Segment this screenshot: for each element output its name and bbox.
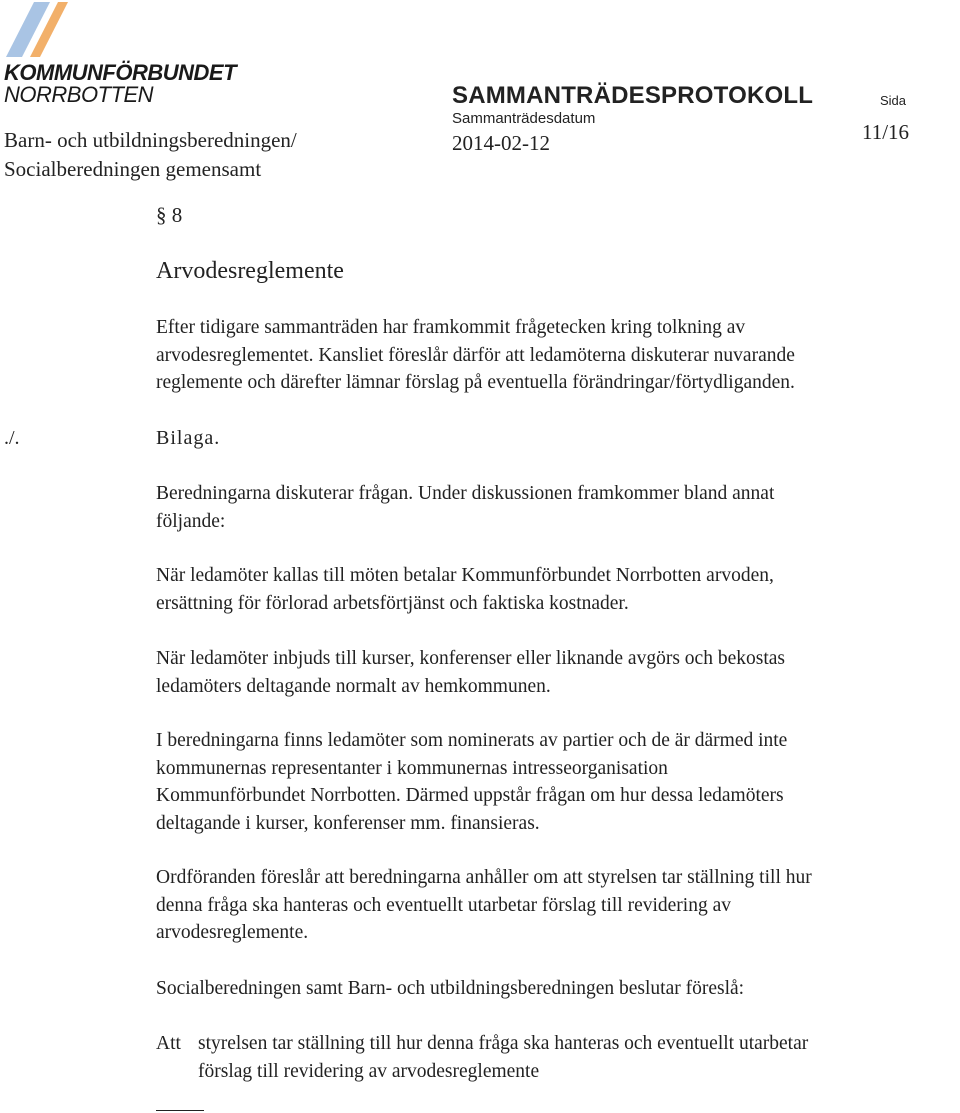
text-line: denna fråga ska hanteras och eventuellt utarbetar förslag till revidering av bbox=[156, 894, 732, 916]
page-label: Sida bbox=[880, 93, 907, 108]
text-line: ledamöters deltagande normalt av hemkommunen. bbox=[156, 675, 551, 697]
logo-line-1: KOMMUNFÖRBUNDET bbox=[4, 60, 237, 85]
section-title: Arvodesreglemente bbox=[156, 258, 344, 284]
decision-text bbox=[198, 1030, 808, 1085]
text-line: ersättning för förlorad arbetsförtjänst och faktiska kostnader. bbox=[156, 592, 629, 614]
page-number: 11/16 bbox=[862, 120, 910, 144]
decision-intro: Socialberedningen samt Barn- och utbildningsberedningen beslutar föreslå: bbox=[156, 978, 745, 999]
text-line: förslag till revidering av arvodesreglemente bbox=[198, 1060, 540, 1082]
attachment-label: Bilaga. bbox=[156, 427, 221, 449]
text-line: följande: bbox=[156, 510, 226, 532]
chair-proposal bbox=[156, 864, 812, 947]
intro-paragraph bbox=[156, 314, 795, 397]
text-line: I beredningarna finns ledamöter som nominerats av partier och de är därmed inte bbox=[156, 730, 788, 751]
meeting-date: 2014-02-12 bbox=[452, 131, 550, 155]
text-line: Efter tidigare sammanträden har framkommit frågetecken kring tolkning av bbox=[156, 317, 746, 338]
organization-line-2: Socialberedningen gemensamt bbox=[4, 157, 262, 181]
closing-rule bbox=[156, 1110, 204, 1111]
discussion-paragraph bbox=[156, 480, 774, 535]
text-line: När ledamöter kallas till möten betalar Kommunförbundet Norrbotten arvoden, bbox=[156, 565, 774, 586]
organization-line-1: Barn- och utbildningsberedningen/ bbox=[4, 128, 297, 152]
text-line: kommunernas representanter i kommunernas intresseorganisation bbox=[156, 757, 668, 779]
text-line: arvodesreglementet. Kansliet föreslår därför att ledamöterna diskuterar nuvarande bbox=[156, 344, 795, 366]
text-line: Ordföranden föreslår att beredningarna anhåller om att styrelsen tar ställning till hur bbox=[156, 867, 812, 888]
document-type: SAMMANTRÄDESPROTOKOLL bbox=[452, 82, 814, 109]
meeting-date-label: Sammanträdesdatum bbox=[452, 110, 596, 127]
text-line: När ledamöter inbjuds till kurser, konferenser eller liknande avgörs och bekostas bbox=[156, 648, 785, 669]
discussion-point-2 bbox=[156, 645, 785, 700]
attachment-marker: ./. bbox=[4, 427, 20, 449]
text-line: deltagande i kurser, konferenser mm. finansieras. bbox=[156, 812, 540, 834]
decision-marker: Att bbox=[156, 1033, 181, 1054]
discussion-point-1 bbox=[156, 562, 774, 617]
text-line: Kommunförbundet Norrbotten. Därmed uppstår frågan om hur dessa ledamöters bbox=[156, 785, 784, 806]
paragraph-number: § 8 bbox=[156, 203, 183, 227]
logo-stripes-icon bbox=[4, 2, 74, 62]
text-line: styrelsen tar ställning till hur denna fråga ska hanteras och eventuellt utarbetar bbox=[198, 1033, 809, 1054]
logo-line-2: NORRBOTTEN bbox=[4, 82, 153, 107]
text-line: arvodesreglemente. bbox=[156, 922, 309, 943]
text-line: Beredningarna diskuterar frågan. Under diskussionen framkommer bland annat bbox=[156, 483, 775, 504]
organization-logo bbox=[4, 2, 254, 107]
discussion-point-3 bbox=[156, 727, 787, 837]
text-line: reglemente och därefter lämnar förslag på eventuella förändringar/förtydliganden. bbox=[156, 372, 795, 393]
